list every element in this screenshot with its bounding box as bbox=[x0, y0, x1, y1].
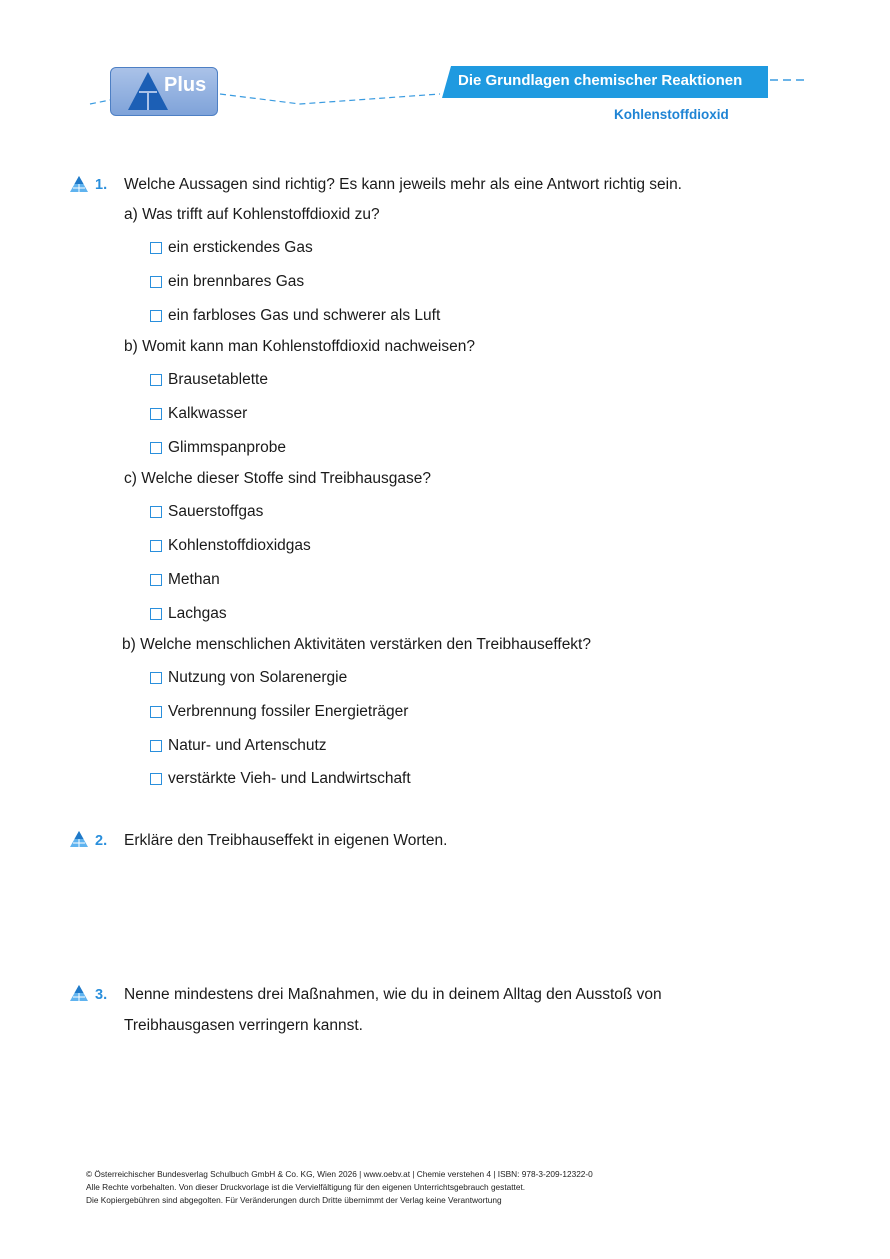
answer-option[interactable]: verstärkte Vieh- und Landwirtschaft bbox=[150, 770, 411, 788]
topic-title: Kohlenstoffdioxid bbox=[614, 107, 729, 122]
answer-option[interactable]: ein erstickendes Gas bbox=[150, 239, 313, 257]
difficulty-pyramid-icon bbox=[69, 175, 89, 193]
subquestion-label: a) Was trifft auf Kohlenstoffdioxid zu? bbox=[124, 206, 380, 223]
checkbox[interactable] bbox=[150, 442, 162, 454]
difficulty-pyramid-icon bbox=[69, 830, 89, 848]
task-number: 2. bbox=[95, 833, 108, 849]
checkbox[interactable] bbox=[150, 506, 162, 518]
answer-option[interactable]: ein farbloses Gas und schwerer als Luft bbox=[150, 307, 440, 325]
answer-option[interactable]: Kohlenstoffdioxidgas bbox=[150, 537, 311, 555]
answer-option[interactable]: Verbrennung fossiler Energieträger bbox=[150, 703, 408, 721]
subquestion-label: c) Welche dieser Stoffe sind Treibhausgase? bbox=[124, 470, 432, 487]
answer-option[interactable]: Kalkwasser bbox=[150, 405, 247, 423]
footer-copyright: © Österreichischer Bundesverlag Schulbuch GmbH & Co. KG, Wien 2026 | www.oebv.at | Chemie verstehen 4 | ISBN: 978-3-209-12322-0 bbox=[86, 1169, 593, 1179]
task-question: Erkläre den Treibhauseffekt in eigenen Worten. bbox=[124, 832, 448, 849]
task-question-line2: Treibhausgasen verringern kannst. bbox=[124, 1017, 363, 1034]
subquestion-label: b) Welche menschlichen Aktivitäten verstärken den Treibhauseffekt? bbox=[122, 636, 591, 653]
checkbox[interactable] bbox=[150, 706, 162, 718]
footer-fees: Die Kopiergebühren sind abgegolten. Für Veränderungen durch Dritte übernimmt der Verlag keine Verantwortung bbox=[86, 1195, 502, 1205]
answer-option[interactable]: Sauerstoffgas bbox=[150, 503, 263, 521]
answer-option[interactable]: Nutzung von Solarenergie bbox=[150, 669, 347, 687]
task-number: 1. bbox=[95, 177, 108, 193]
checkbox[interactable] bbox=[150, 740, 162, 752]
checkbox[interactable] bbox=[150, 608, 162, 620]
task-question: Welche Aussagen sind richtig? Es kann jeweils mehr als eine Antwort richtig sein. bbox=[124, 176, 682, 193]
checkbox[interactable] bbox=[150, 276, 162, 288]
answer-option[interactable]: Methan bbox=[150, 571, 220, 589]
difficulty-pyramid-icon bbox=[69, 984, 89, 1002]
checkbox[interactable] bbox=[150, 540, 162, 552]
checkbox[interactable] bbox=[150, 374, 162, 386]
answer-option[interactable]: ein brennbares Gas bbox=[150, 273, 304, 291]
logo-text: Plus bbox=[164, 74, 207, 96]
task-question-line1: Nenne mindestens drei Maßnahmen, wie du in deinem Alltag den Ausstoß von bbox=[124, 986, 662, 1003]
checkbox[interactable] bbox=[150, 310, 162, 322]
answer-option[interactable]: Natur- und Artenschutz bbox=[150, 737, 327, 755]
checkbox[interactable] bbox=[150, 242, 162, 254]
checkbox[interactable] bbox=[150, 408, 162, 420]
checkbox[interactable] bbox=[150, 672, 162, 684]
subquestion-label: b) Womit kann man Kohlenstoffdioxid nachweisen? bbox=[124, 338, 475, 355]
checkbox[interactable] bbox=[150, 574, 162, 586]
answer-option[interactable]: Brausetablette bbox=[150, 371, 268, 389]
answer-option[interactable]: Lachgas bbox=[150, 605, 227, 623]
task-number: 3. bbox=[95, 987, 108, 1003]
checkbox[interactable] bbox=[150, 773, 162, 785]
chapter-title: Die Grundlagen chemischer Reaktionen bbox=[458, 72, 743, 89]
footer-rights: Alle Rechte vorbehalten. Von dieser Druckvorlage ist die Vervielfältigung für den eigenen Unterrichtsgebrauch gestattet. bbox=[86, 1182, 526, 1192]
answer-option[interactable]: Glimmspanprobe bbox=[150, 439, 286, 457]
